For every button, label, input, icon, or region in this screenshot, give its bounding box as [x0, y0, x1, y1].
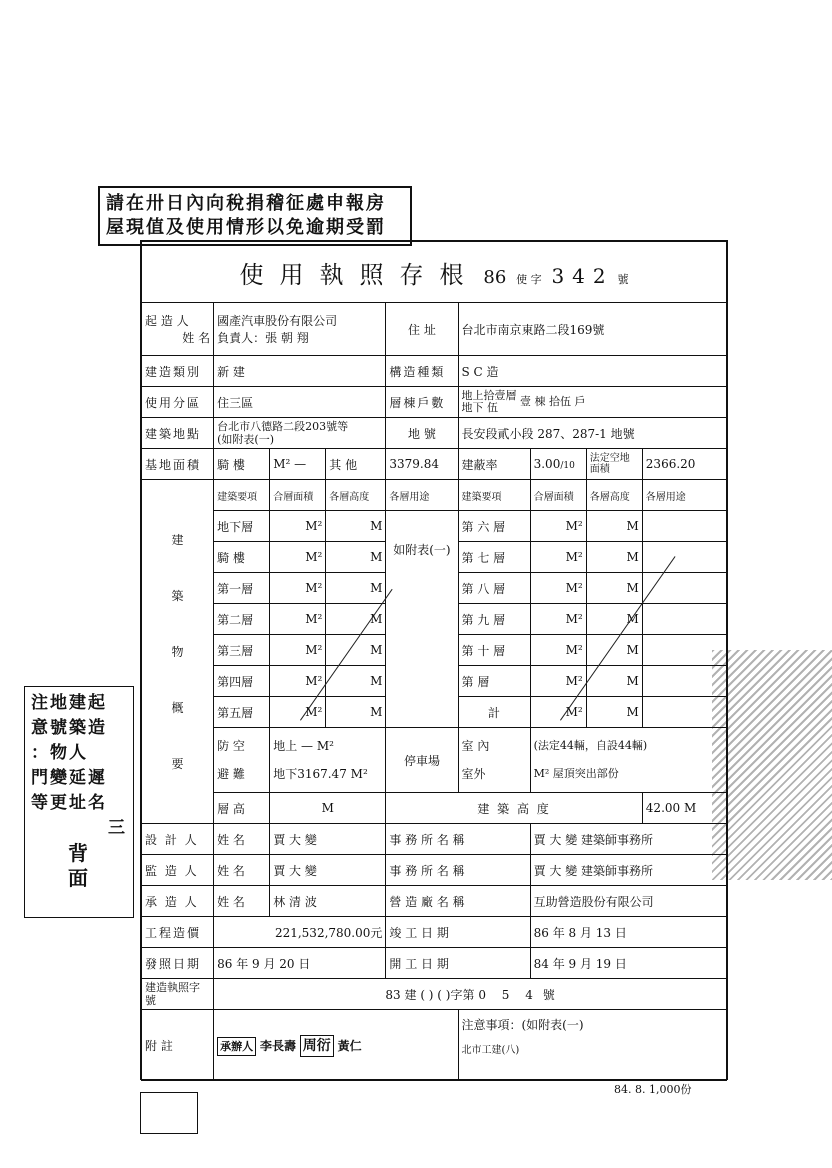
floor-area: M²	[270, 697, 326, 728]
permit-suffix-value: 號	[542, 987, 555, 1002]
floor-area: M²	[530, 604, 586, 635]
approval-stamp: 北市工建(八)	[461, 1045, 520, 1056]
approval-stamp: 承辦人	[217, 1037, 256, 1056]
left-stamp-line: 門變延遲	[31, 768, 107, 788]
approval-stamp: 周衍	[300, 1035, 334, 1057]
supervisor-name-label: 姓 名	[214, 855, 270, 886]
floor-height: M	[326, 511, 386, 542]
height-label: 建 築 高 度	[386, 793, 642, 824]
permit-text: 建 ( ) ( )字第	[404, 987, 475, 1002]
stamp-line-2: 屋現值及使用情形以免逾期受罰	[106, 217, 386, 238]
floor-height: M	[326, 666, 386, 697]
storey-value: M	[270, 793, 386, 824]
height-num: 42.00	[645, 801, 681, 815]
floors-above: 地上拾壹層	[461, 389, 517, 402]
shelter-below: 地下3167.47	[273, 767, 347, 781]
unit-unit: 戶	[574, 395, 586, 408]
unit: M	[683, 801, 697, 815]
floor-use	[642, 635, 726, 666]
floor-area: M²	[270, 511, 326, 542]
issue-label: 發照日期	[142, 948, 214, 979]
arcade-value	[270, 449, 326, 480]
floor-area: M²	[270, 635, 326, 666]
hdr-use-right: 各層用途	[642, 480, 726, 511]
left-stamp-line: 等更址名	[31, 793, 107, 813]
floor-label: 第三層	[214, 635, 270, 666]
lot-value: 長安段貳小段 287、287-1	[461, 426, 607, 441]
use-note: 如附表(一)	[386, 511, 458, 728]
permit-number: 342	[551, 263, 614, 288]
remark-stamps	[214, 1010, 458, 1081]
parking-value	[530, 728, 726, 793]
floor-label: 第 七 層	[458, 542, 530, 573]
left-stamp-line: 面	[68, 866, 90, 890]
tax-notice-stamp	[98, 186, 412, 246]
floor-label: 第 六 層	[458, 511, 530, 542]
floor-height: M	[326, 573, 386, 604]
permit-table	[141, 241, 727, 1081]
hdr-height-right: 各層高度	[586, 480, 642, 511]
permit-prefix: 使 字	[516, 272, 542, 286]
height-value	[642, 793, 726, 824]
floor-area: M²	[270, 573, 326, 604]
floor-height: M	[326, 604, 386, 635]
designer-office-label: 事 務 所 名 稱	[386, 824, 530, 855]
floor-height: M	[586, 697, 642, 728]
hdr-item-left: 建築要項	[214, 480, 270, 511]
floor-area: M²	[530, 511, 586, 542]
shelter-value	[270, 728, 386, 793]
building-unit: 棟	[534, 395, 546, 408]
floor-area: M²	[530, 542, 586, 573]
bldg-char: 概	[171, 700, 184, 715]
floor-height: M	[326, 697, 386, 728]
floor-label: 第 十 層	[458, 635, 530, 666]
contractor-firm-label: 營 造 廠 名 稱	[386, 886, 530, 917]
shelter-label-2: 避 難	[217, 767, 245, 781]
other-label: 其 他	[326, 449, 386, 480]
coverage-num: 3.00	[533, 457, 561, 471]
cost-label: 工程造價	[142, 917, 214, 948]
roof-overflow: 屋頂突出部份	[552, 767, 619, 780]
building-count: 壹	[520, 395, 531, 408]
parking-indoor: 室 內	[461, 739, 490, 753]
owner-company: 國產汽車股份有限公司	[217, 314, 338, 328]
remark-note: 注意事項：(如附表(一)	[461, 1018, 584, 1032]
stamp-line-1: 請在卅日內向稅捐稽征處申報房	[106, 193, 386, 214]
left-stamp-line: ：物人	[31, 743, 88, 763]
scan-noise-corner	[712, 650, 832, 880]
site-label: 建築地點	[142, 418, 214, 449]
floor-use	[642, 542, 726, 573]
print-footer: 84. 8. 1,000份	[614, 1083, 692, 1096]
remark-label: 附 註	[142, 1010, 214, 1081]
supervisor-label: 監 造 人	[142, 855, 214, 886]
shelter-label	[214, 728, 270, 793]
left-stamp-line: 三	[108, 818, 127, 838]
designer-label: 設 計 人	[142, 824, 214, 855]
supervisor-office: 賈 大 變 建築師事務所	[530, 855, 726, 886]
designer-office: 賈 大 變 建築師事務所	[530, 824, 726, 855]
floor-height: M	[586, 666, 642, 697]
area-label: 基地面積	[142, 449, 214, 480]
storey-label: 層 高	[214, 793, 270, 824]
remark-note-cell	[458, 1010, 727, 1081]
building-summary-label	[142, 480, 214, 824]
unit: M²	[533, 767, 550, 780]
zone-value: 住三區	[214, 387, 386, 418]
lot-cell	[458, 418, 727, 449]
floor-use	[642, 604, 726, 635]
bldg-char: 物	[171, 644, 184, 659]
contractor-firm: 互助營造股份有限公司	[530, 886, 726, 917]
lot-suffix: 地號	[610, 426, 635, 441]
floor-label: 第二層	[214, 604, 270, 635]
left-stamp-line: 注地建起	[31, 693, 107, 713]
completion-date: 86 年 8 月 13 日	[530, 917, 726, 948]
unit: M²	[316, 739, 334, 753]
legal-space-label: 法定空地面積	[586, 449, 642, 480]
contractor-name-label: 姓 名	[214, 886, 270, 917]
parking-indoor-value: (法定44輛，自設44輛)	[533, 739, 648, 752]
unit: M²	[273, 457, 291, 471]
hdr-area-left: 合層面積	[270, 480, 326, 511]
approval-stamp: 黃仁	[337, 1039, 362, 1053]
floor-height: M	[326, 635, 386, 666]
approval-stamp: 李長壽	[259, 1039, 296, 1053]
floor-height: M	[586, 511, 642, 542]
date-seal	[140, 1092, 198, 1134]
lot-label: 地 號	[386, 418, 458, 449]
floor-label: 計	[458, 697, 530, 728]
permit-year-value: 83	[385, 987, 401, 1002]
permit-year: 86	[483, 266, 507, 288]
page-title: 使用執照存根	[239, 260, 480, 289]
designer-name-label: 姓 名	[214, 824, 270, 855]
unit: M²	[350, 767, 368, 781]
floor-use	[642, 511, 726, 542]
hdr-height-left: 各層高度	[326, 480, 386, 511]
floor-area: M²	[530, 697, 586, 728]
floors-value	[458, 387, 727, 418]
floor-area: M²	[270, 666, 326, 697]
parking-label: 停車場	[386, 728, 458, 793]
type-label: 建造類別	[142, 356, 214, 387]
left-stamp-line: 背	[68, 841, 90, 865]
coverage-label: 建蔽率	[458, 449, 530, 480]
coverage-value	[530, 449, 586, 480]
unit-count: 拾伍	[549, 395, 571, 408]
parking-outdoor: 室外	[461, 767, 486, 781]
hdr-use-left: 各層用途	[386, 480, 458, 511]
hdr-item-right: 建築要項	[458, 480, 530, 511]
hdr-area-right: 合層面積	[530, 480, 586, 511]
floor-area: M²	[270, 542, 326, 573]
floor-label: 第一層	[214, 573, 270, 604]
site-address: 台北市八德路二段203號等	[217, 420, 349, 433]
floor-label: 第 八 層	[458, 573, 530, 604]
issue-date: 86 年 9 月 20 日	[214, 948, 386, 979]
bldg-char: 要	[171, 756, 184, 771]
floor-height: M	[586, 542, 642, 573]
floor-height: M	[586, 573, 642, 604]
floor-use	[642, 697, 726, 728]
floor-area: M²	[530, 635, 586, 666]
floor-area: M²	[530, 573, 586, 604]
floor-height: M	[326, 542, 386, 573]
permit-number-value: 0 5 4	[478, 987, 539, 1002]
floor-height: M	[586, 635, 642, 666]
start-label: 開 工 日 期	[386, 948, 530, 979]
permit-value	[214, 979, 727, 1010]
floor-row	[142, 511, 727, 542]
address-notice-stamp	[24, 686, 134, 918]
designer-name: 賈 大 變	[270, 824, 386, 855]
contractor-label: 承 造 人	[142, 886, 214, 917]
site-note: (如附表(一)	[217, 433, 274, 446]
other-value: 3379.84	[386, 449, 458, 480]
floors-below: 地下 伍	[461, 401, 498, 414]
owner-label-1: 起 造 人	[145, 314, 189, 328]
legal-space-value: 2366.20	[642, 449, 726, 480]
dash: —	[301, 739, 314, 753]
floor-label: 第五層	[214, 697, 270, 728]
shelter-above: 地上	[273, 739, 298, 753]
floor-label: 第 九 層	[458, 604, 530, 635]
owner-person: 負責人：張 朝 翔	[217, 331, 309, 345]
type-value: 新 建	[214, 356, 386, 387]
floor-use	[642, 573, 726, 604]
supervisor-name: 賈 大 變	[270, 855, 386, 886]
floor-area: M²	[530, 666, 586, 697]
owner-value	[214, 303, 386, 356]
owner-address-label: 住 址	[386, 303, 458, 356]
arcade-label: 騎 樓	[214, 449, 270, 480]
owner-label	[142, 303, 214, 356]
permit-label: 建造執照字號	[142, 979, 214, 1010]
permit-suffix: 號	[617, 272, 629, 286]
shelter-label-1: 防 空	[217, 739, 245, 753]
floor-height: M	[586, 604, 642, 635]
structure-value: S C 造	[458, 356, 727, 387]
zone-label: 使用分區	[142, 387, 214, 418]
completion-label: 竣 工 日 期	[386, 917, 530, 948]
start-date: 84 年 9 月 19 日	[530, 948, 726, 979]
bldg-char: 築	[171, 588, 184, 603]
owner-label-2: 姓 名	[182, 331, 211, 345]
title-cell	[142, 242, 727, 303]
floor-area: M²	[270, 604, 326, 635]
structure-label: 構造種類	[386, 356, 458, 387]
floors-label: 層棟戶數	[386, 387, 458, 418]
bldg-char: 建	[171, 532, 184, 547]
usage-permit-stub-form	[140, 240, 728, 1080]
floor-label: 地下層	[214, 511, 270, 542]
floor-use	[642, 666, 726, 697]
cost-value: 221,532,780.00元	[214, 917, 386, 948]
supervisor-office-label: 事 務 所 名 稱	[386, 855, 530, 886]
site-address-cell	[214, 418, 386, 449]
dash: —	[294, 457, 307, 471]
coverage-den: /10	[560, 461, 575, 471]
floor-label: 第 層	[458, 666, 530, 697]
floor-label: 騎 樓	[214, 542, 270, 573]
owner-address: 台北市南京東路二段169號	[458, 303, 727, 356]
floor-label: 第四層	[214, 666, 270, 697]
contractor-name: 林 清 波	[270, 886, 386, 917]
parking-type	[458, 728, 530, 793]
left-stamp-line: 意號築造	[31, 718, 107, 738]
